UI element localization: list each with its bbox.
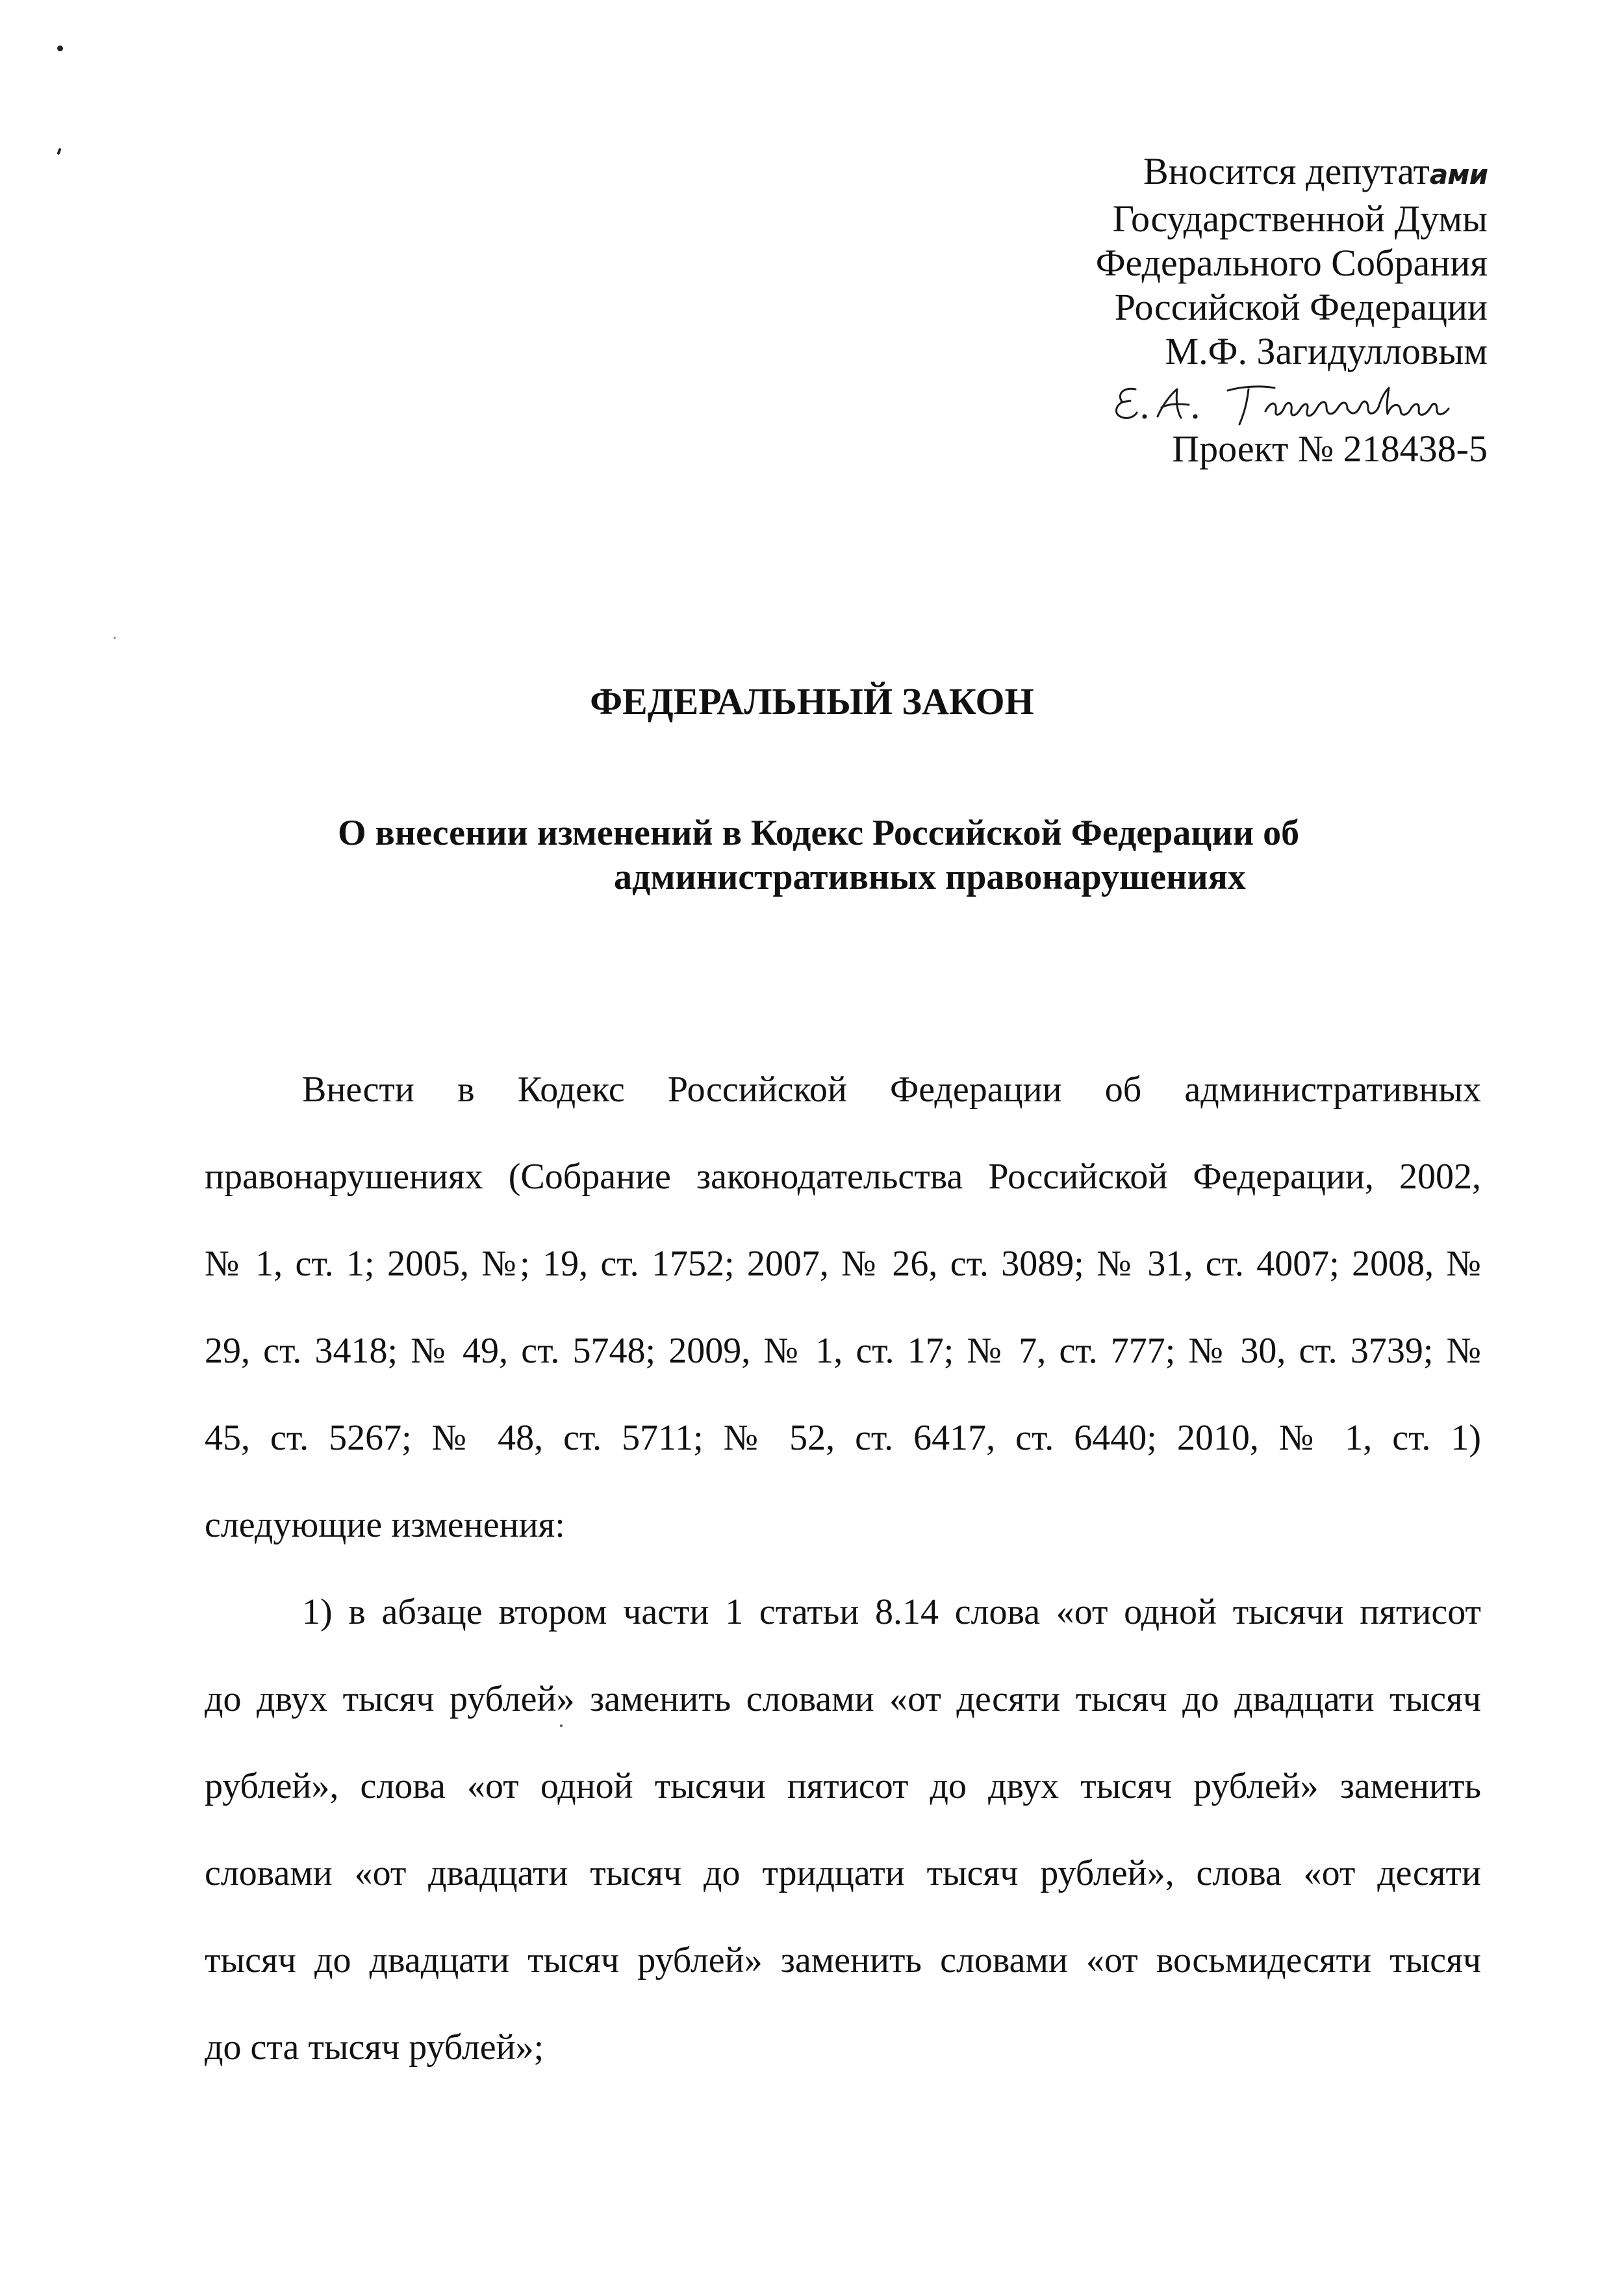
body-line: Внести в Кодекс Российской Федерации об административных: [302, 1070, 1481, 1110]
body-line: № 1, ст. 1; 2005, №; 19, ст. 1752; 2007, № 26, ст. 3089; № 31, ст. 4007; 2008, №: [205, 1244, 1481, 1284]
handwritten-signature: [1096, 375, 1488, 427]
body-line: до двух тысяч рублей» заменить словами «от десяти тысяч до двадцати тысяч: [205, 1679, 1481, 1719]
body-line: 45, ст. 5267; № 48, ст. 5711; № 52, ст. 6417, ст. 6440; 2010, № 1, ст. 1): [205, 1418, 1481, 1458]
sponsor-name: М.Ф. Загидулловым: [1165, 330, 1488, 372]
scan-speck: [57, 148, 61, 155]
handwritten-correction: ами: [1429, 159, 1488, 190]
paragraph-intro: [205, 1046, 1481, 1569]
body-line: правонарушениях (Собрание законодательства Российской Федерации, 2002,: [205, 1157, 1481, 1197]
scan-speck: [114, 637, 116, 639]
body-line: рублей», слова «от одной тысячи пятисот до двух тысяч рублей» заменить: [205, 1766, 1481, 1806]
subtitle-line: административных правонарушениях: [614, 857, 1246, 897]
document-subtitle: [338, 811, 1442, 899]
body-line: тысяч до двадцати тысяч рублей» заменить словами «от восьмидесяти тысяч: [205, 1940, 1481, 1980]
scan-speck: [57, 45, 63, 51]
project-number: Проект № 218438-5: [1172, 428, 1488, 470]
body-line: до ста тысяч рублей»;: [205, 2027, 544, 2068]
body-line: 1) в абзаце втором части 1 статьи 8.14 слова «от одной тысячи пятисот: [302, 1592, 1481, 1632]
body-line: следующие изменения:: [205, 1505, 565, 1545]
body-line: словами «от двадцати тысяч до тридцати тысяч рублей», слова «от десяти: [205, 1853, 1481, 1893]
paragraph-item-1: [205, 1569, 1481, 2091]
sponsor-line: Федерального Собрания: [1095, 242, 1488, 284]
sponsor-line-text: Вносится депутат: [1143, 150, 1430, 192]
sponsor-line: [1096, 149, 1488, 197]
subtitle-line: О внесении изменений в Кодекс Российской Федерации об: [338, 813, 1300, 853]
body-line: 29, ст. 3418; № 49, ст. 5748; 2009, № 1, ст. 17; № 7, ст. 777; № 30, ст. 3739; №: [205, 1331, 1481, 1371]
document-body: [205, 1046, 1481, 2091]
sponsor-line: Российской Федерации: [1114, 286, 1488, 328]
sponsor-line: Государственной Думы: [1112, 198, 1488, 240]
sponsor-block: [1096, 149, 1488, 471]
document-title: ФЕДЕРАЛЬНЫЙ ЗАКОН: [590, 680, 1034, 723]
handwritten-signature-drawing: [1098, 375, 1488, 427]
